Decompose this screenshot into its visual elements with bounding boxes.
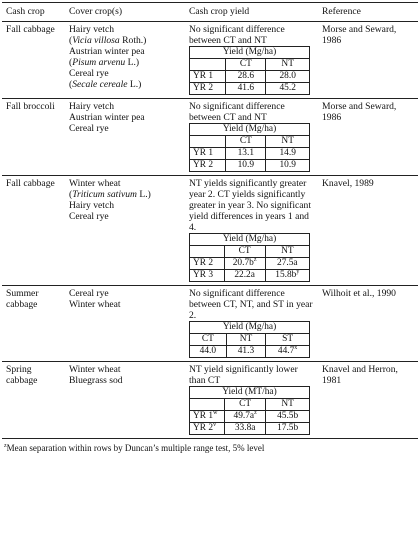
cover-crop-line [69, 35, 181, 46]
paren-open: ( [69, 79, 73, 90]
yield-value-text: 17.5b [277, 423, 299, 433]
reference-cell [318, 286, 418, 362]
paren-open: ( [69, 189, 73, 200]
yield-caption-row [190, 124, 310, 136]
yield-caption-row [190, 47, 310, 59]
cash-crop-name: Fall broccoli [6, 101, 55, 112]
yield-value [266, 83, 310, 95]
yield-value [266, 160, 310, 172]
cover-crop-name: Winter wheat [69, 364, 121, 375]
yield-value-text: YR 2 [193, 160, 214, 170]
yield-row [190, 346, 310, 358]
cover-crop-name: Winter wheat [69, 299, 121, 310]
yield-row [190, 83, 310, 95]
cover-crop-name: Bluegrass sod [69, 375, 123, 386]
paren-open: ( [69, 35, 73, 46]
yield-value-text: YR 3 [193, 270, 214, 280]
yield-value [190, 148, 226, 160]
yield-column-header: NT [265, 246, 309, 258]
cover-crop-line [69, 178, 181, 189]
yield-caption-row [190, 387, 310, 399]
yield-value [190, 83, 226, 95]
footnote-text: Mean separation within rows by Duncan’s multiple range test, 5% level [6, 443, 265, 453]
yield-caption: Yield (Mg/ha) [190, 47, 310, 59]
yield-column-header: ST [266, 334, 310, 346]
footnote-marker: z [4, 443, 7, 449]
cover-crop-line [69, 46, 181, 57]
cash-crop-yield-cell [185, 176, 318, 286]
yield-value [190, 346, 227, 358]
header-cash-crop-yield: Cash crop yield [185, 3, 318, 22]
yield-value-text: 22.2a [234, 270, 255, 280]
yield-value-text: 49.7a [233, 411, 255, 421]
cover-crops-cell [65, 286, 185, 362]
yield-description: NT yield significantly lower than CT [189, 364, 298, 386]
yield-column-header-row [190, 246, 310, 258]
yield-column-header [190, 136, 226, 148]
yield-value [225, 411, 266, 423]
yield-caption-row [190, 322, 310, 334]
yield-value [224, 258, 265, 270]
yield-superscript: v [213, 421, 217, 428]
table-row [2, 286, 418, 362]
reference-text: Morse and Seward, 1986 [322, 24, 397, 46]
paren-open: ( [69, 57, 73, 68]
yield-value [224, 270, 265, 282]
yield-value-text: YR 2 [193, 258, 214, 268]
yield-description: No significant difference between CT, NT, and ST in year 2. [189, 288, 313, 321]
cash-crop-cell [2, 176, 65, 286]
reference-text: Wilhoit et al., 1990 [322, 288, 396, 299]
header-cash-crop: Cash crop [2, 3, 65, 22]
cash-crop-cell [2, 99, 65, 176]
cover-crops-cell [65, 176, 185, 286]
cover-crop-line [69, 375, 181, 386]
yield-value [265, 258, 309, 270]
cash-crop-cell [2, 22, 65, 99]
yield-value-text: 44.7 [277, 346, 295, 356]
cover-crop-name: Winter wheat [69, 178, 121, 189]
cover-crop-line [69, 299, 181, 310]
cash-crop-name: Fall cabbage [6, 178, 55, 189]
cash-crop-yield-cell [185, 99, 318, 176]
yield-value [190, 258, 225, 270]
yield-row [190, 258, 310, 270]
yield-row [190, 160, 310, 172]
yield-value-text: 33.8a [234, 423, 256, 433]
authority: Roth.) [119, 35, 147, 46]
reference-text: Knavel and Herron, 1981 [322, 364, 398, 386]
yield-value [190, 270, 225, 282]
cover-crop-line [69, 101, 181, 112]
yield-row [190, 148, 310, 160]
yield-value [266, 71, 310, 83]
table-row [2, 176, 418, 286]
yield-column-header [190, 246, 225, 258]
cover-crops-cell [65, 362, 185, 439]
reference-cell [318, 22, 418, 99]
yield-value [226, 346, 265, 358]
yield-value-text: 20.7b [232, 258, 254, 268]
yield-caption: Yield (Mg/ha) [190, 234, 310, 246]
scientific-name: Triticum sativum [72, 189, 137, 200]
yield-table [189, 46, 310, 95]
scientific-name: Secale cereale [72, 79, 128, 90]
yield-table [189, 233, 310, 282]
yield-value-text: 15.8b [275, 270, 297, 280]
yield-value [190, 411, 225, 423]
yield-value [225, 423, 266, 435]
yield-value [226, 148, 266, 160]
yield-value-text: 45.5b [277, 411, 299, 421]
yield-column-header: CT [224, 246, 265, 258]
cover-crop-line [69, 364, 181, 375]
cover-crop-name: Cereal rye [69, 68, 109, 79]
cover-crops-cell [65, 22, 185, 99]
yield-description: No significant difference between CT and NT [189, 101, 285, 123]
yield-column-header-row [190, 399, 310, 411]
yield-value [226, 160, 266, 172]
yield-value-text: 28.6 [237, 71, 254, 81]
cover-crop-line [69, 79, 181, 90]
cover-crop-name: Cereal rye [69, 211, 109, 222]
cover-crop-line [69, 123, 181, 134]
yield-value [226, 71, 266, 83]
cover-crop-line [69, 112, 181, 123]
yield-caption: Yield (MT/ha) [190, 387, 310, 399]
header-cover-crops: Cover crop(s) [65, 3, 185, 22]
yield-value-text: 45.2 [279, 83, 296, 93]
header-reference: Reference [318, 3, 418, 22]
cash-crop-name: Fall cabbage [6, 24, 55, 35]
cash-crop-name: Summer cabbage [6, 288, 39, 310]
cash-crop-yield-cell [185, 22, 318, 99]
yield-row [190, 423, 310, 435]
cash-crop-name: Spring cabbage [6, 364, 38, 386]
yield-value-text: 41.6 [237, 83, 254, 93]
reference-text: Knavel, 1989 [322, 178, 374, 189]
yield-description: No significant difference between CT and NT [189, 24, 285, 46]
yield-column-header-row [190, 334, 310, 346]
yield-value-text: YR 2 [193, 83, 214, 93]
cover-crop-name: Hairy vetch [69, 101, 115, 112]
yield-value-text: 41.3 [237, 346, 255, 356]
cover-crop-name: Hairy vetch [69, 24, 115, 35]
cover-crop-name: Cereal rye [69, 288, 109, 299]
table-body [2, 22, 418, 439]
yield-value-text: YR 1 [193, 71, 214, 81]
yield-caption-row [190, 234, 310, 246]
cover-crop-line [69, 24, 181, 35]
cash-crop-yield-cell [185, 362, 318, 439]
yield-value [190, 160, 226, 172]
authority: L.) [136, 189, 151, 200]
yield-value-text: YR 1 [193, 148, 214, 158]
yield-value [265, 270, 309, 282]
yield-column-header: CT [190, 334, 227, 346]
cover-crops-cell [65, 99, 185, 176]
cover-crop-line [69, 68, 181, 79]
cash-crop-cell [2, 286, 65, 362]
yield-value [190, 423, 225, 435]
yield-value-text: 13.1 [237, 148, 254, 158]
yield-superscript: z [254, 409, 257, 416]
yield-row [190, 270, 310, 282]
yield-column-header: CT [225, 399, 266, 411]
reference-cell [318, 176, 418, 286]
authority: L.) [127, 79, 142, 90]
yield-value [266, 423, 310, 435]
yield-column-header: NT [266, 399, 310, 411]
reference-text: Morse and Seward, 1986 [322, 101, 397, 123]
yield-column-header: NT [266, 59, 310, 71]
document-page [2, 2, 418, 454]
yield-row [190, 71, 310, 83]
cover-crop-line [69, 211, 181, 222]
yield-description: NT yields significantly greater year 2. CT yields significantly greater in year 3. No significant yield differences in years 1 and 4. [189, 178, 312, 233]
footnote [2, 443, 418, 454]
cover-crop-name: Hairy vetch [69, 200, 115, 211]
table-row [2, 22, 418, 99]
cash-crop-yield-cell [185, 286, 318, 362]
yield-value [266, 411, 310, 423]
cash-crop-cell [2, 362, 65, 439]
cover-crop-table [2, 2, 418, 439]
table-row [2, 362, 418, 439]
yield-column-header: CT [226, 136, 266, 148]
yield-column-header-row [190, 59, 310, 71]
authority: L.) [125, 57, 140, 68]
reference-cell [318, 99, 418, 176]
yield-value-text: 27.5a [277, 258, 298, 268]
yield-value-text: 10.9 [237, 160, 254, 170]
scientific-name: Vicia villosa [72, 35, 120, 46]
yield-row [190, 411, 310, 423]
yield-value-text: YR 2 [193, 423, 214, 433]
yield-column-header: NT [226, 334, 265, 346]
cover-crop-line [69, 288, 181, 299]
cover-crop-line [69, 57, 181, 68]
yield-column-header [190, 399, 225, 411]
yield-caption: Yield (Mg/ha) [190, 322, 310, 334]
table-header-row [2, 3, 418, 22]
table-row [2, 99, 418, 176]
yield-value [190, 71, 226, 83]
yield-superscript: z [253, 256, 257, 263]
yield-value-text: 10.9 [279, 160, 296, 170]
scientific-name: Pisum arvenu [72, 57, 126, 68]
cover-crop-name: Cereal rye [69, 123, 109, 134]
yield-table [189, 386, 310, 435]
cover-crop-name: Austrian winter pea [69, 46, 145, 57]
yield-caption: Yield (Mg/ha) [190, 124, 310, 136]
yield-column-header [190, 59, 226, 71]
cover-crop-line [69, 200, 181, 211]
yield-column-header: NT [266, 136, 310, 148]
cover-crop-line [69, 189, 181, 200]
cover-crop-name: Austrian winter pea [69, 112, 145, 123]
yield-value-text: 28.0 [279, 71, 296, 81]
yield-superscript: y [296, 268, 300, 275]
yield-value [266, 346, 310, 358]
yield-value-text: YR 1 [193, 411, 214, 421]
yield-table [189, 123, 310, 172]
yield-value [226, 83, 266, 95]
reference-cell [318, 362, 418, 439]
yield-value-text: 14.9 [279, 148, 296, 158]
yield-value [266, 148, 310, 160]
yield-superscript: x [294, 344, 298, 351]
yield-value-text: 44.0 [199, 346, 217, 356]
yield-superscript: w [213, 409, 218, 416]
yield-column-header-row [190, 136, 310, 148]
yield-column-header: CT [226, 59, 266, 71]
yield-table [189, 321, 310, 358]
